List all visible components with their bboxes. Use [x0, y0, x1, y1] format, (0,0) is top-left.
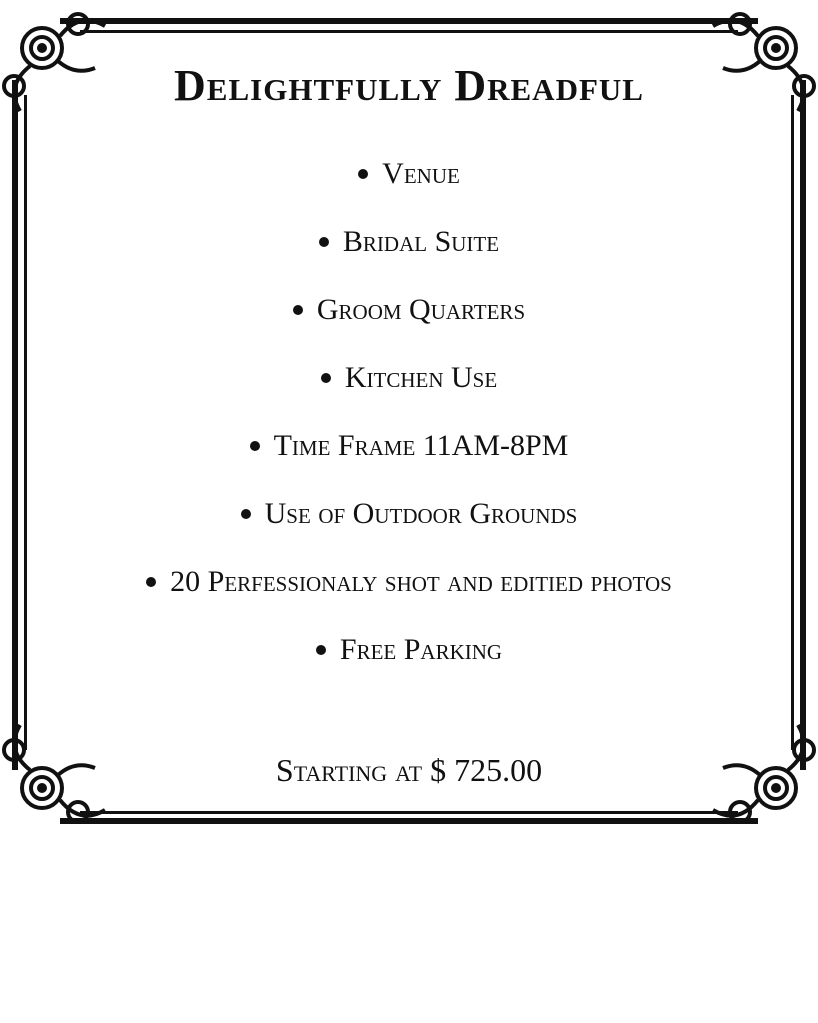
- list-item: [40, 548, 778, 616]
- bullet-dot-icon: [358, 169, 368, 179]
- border-line-top-inner: [80, 30, 738, 33]
- border-line-top-outer: [60, 18, 758, 24]
- list-item: [40, 480, 778, 548]
- border-line-left-inner: [24, 95, 27, 750]
- list-item: [40, 616, 778, 684]
- page-title: Delightfully Dreadful: [174, 61, 644, 110]
- list-item-label: Venue: [382, 157, 460, 190]
- border-line-right-outer: [800, 80, 806, 770]
- list-item-label: Groom Quarters: [316, 293, 526, 326]
- list-item-label: Bridal Suite: [342, 225, 500, 258]
- list-item: [40, 412, 778, 480]
- list-item-label: Use of Outdoor Grounds: [264, 497, 578, 530]
- list-item-label: Time Frame 11AM-8PM: [273, 429, 569, 462]
- bullet-dot-icon: [319, 237, 329, 247]
- list-item-label: 20 Perfessionaly shot and editied photos: [170, 565, 672, 598]
- border-line-bottom-outer: [60, 818, 758, 824]
- list-item: [40, 140, 778, 208]
- bullet-dot-icon: [250, 441, 260, 451]
- bullet-dot-icon: [321, 373, 331, 383]
- bullet-dot-icon: [293, 305, 303, 315]
- bullet-dot-icon: [241, 509, 251, 519]
- list-item: [40, 344, 778, 412]
- list-item: [40, 276, 778, 344]
- border-line-right-inner: [791, 95, 794, 750]
- bullet-dot-icon: [316, 645, 326, 655]
- package-feature-list: [40, 140, 778, 684]
- border-line-left-outer: [12, 80, 18, 770]
- list-item-label: Free Parking: [339, 633, 503, 666]
- list-item-label: Kitchen Use: [344, 361, 498, 394]
- list-item: [40, 208, 778, 276]
- bullet-dot-icon: [146, 577, 156, 587]
- starting-price: Starting at $ 725.00: [275, 752, 543, 788]
- border-line-bottom-inner: [80, 811, 738, 814]
